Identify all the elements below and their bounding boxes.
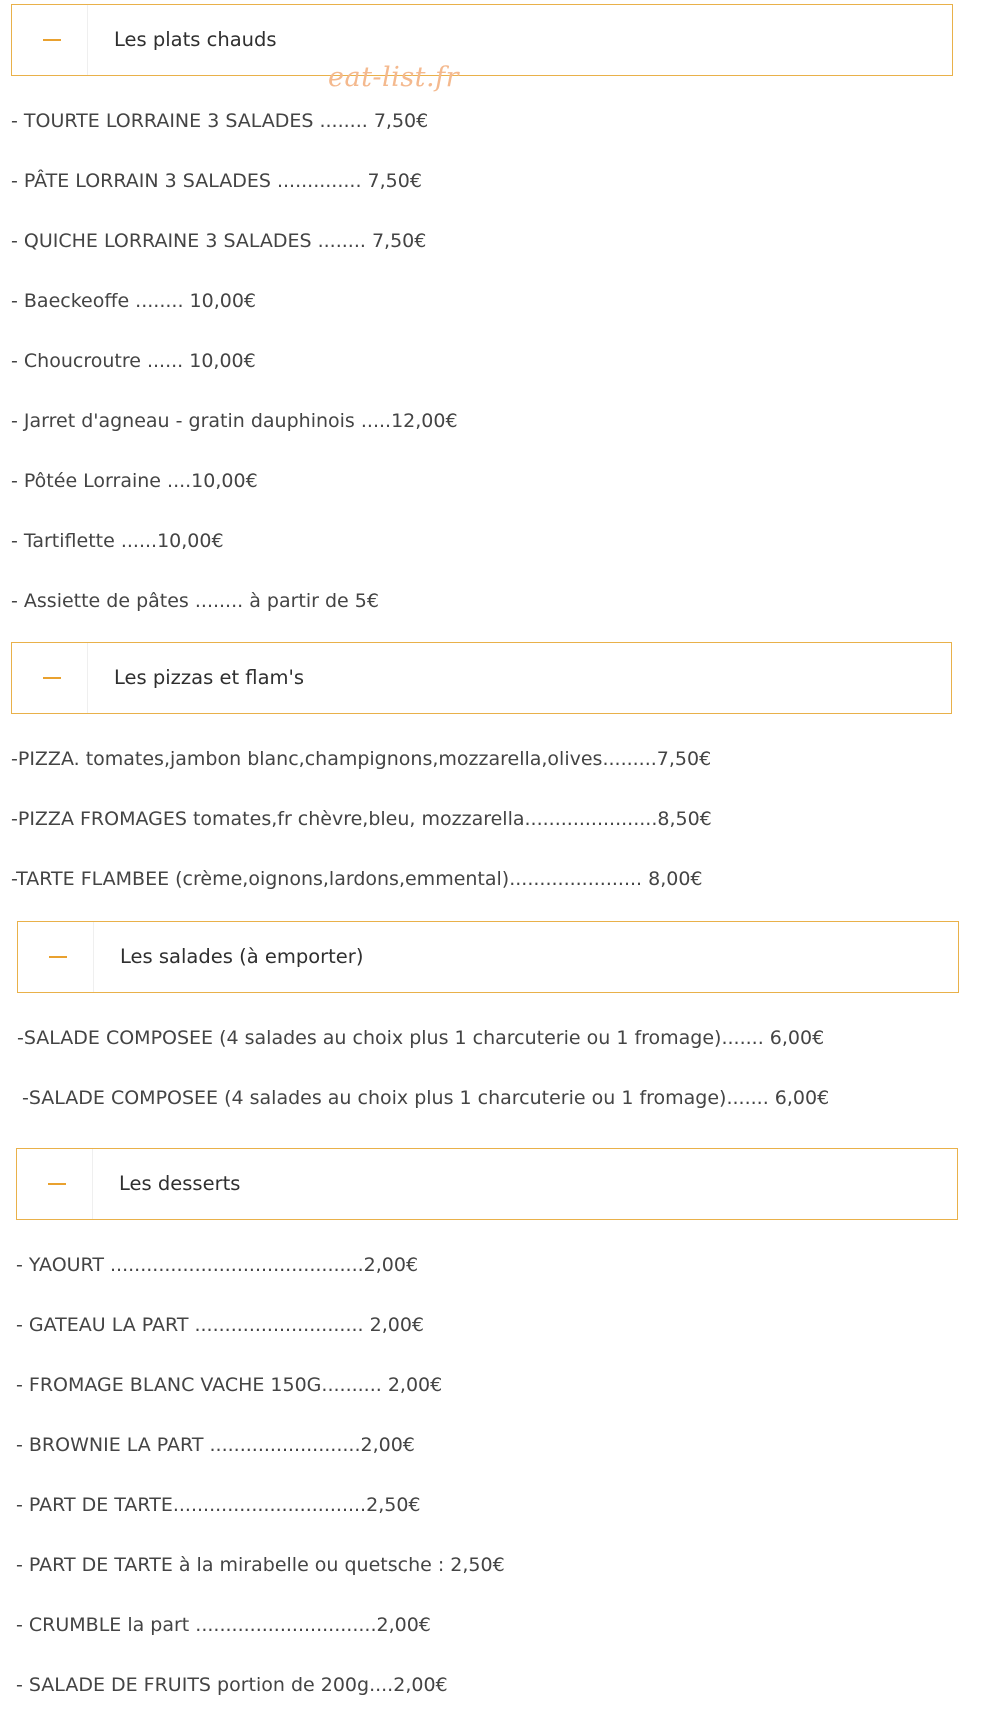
menu-item: - Pôtée Lorraine ....10,00€ xyxy=(11,470,258,492)
watermark-text: eat-list.fr xyxy=(328,62,460,93)
menu-item: - CRUMBLE la part ..............................2,00€ xyxy=(16,1614,431,1636)
menu-item: -PIZZA. tomates,jambon blanc,champignons,mozzarella,olives.........7,50€ xyxy=(11,748,712,770)
menu-item: -PIZZA FROMAGES tomates,fr chèvre,bleu, mozzarella......................8,50€ xyxy=(11,808,712,830)
section-title: Les plats chauds xyxy=(114,28,277,51)
menu-item: -SALADE COMPOSEE (4 salades au choix plus 1 charcuterie ou 1 fromage)....... 6,00€ xyxy=(17,1027,825,1049)
menu-item: - SALADE DE FRUITS portion de 200g....2,00€ xyxy=(16,1674,448,1696)
menu-item: - PART DE TARTE à la mirabelle ou quetsche : 2,50€ xyxy=(16,1554,505,1576)
collapse-toggle[interactable] xyxy=(12,643,88,713)
collapse-toggle[interactable] xyxy=(18,922,94,992)
menu-item: - YAOURT ..........................................2,00€ xyxy=(16,1254,419,1276)
menu-item: - QUICHE LORRAINE 3 SALADES ........ 7,50€ xyxy=(11,230,427,252)
menu-item: - Assiette de pâtes ........ à partir de 5€ xyxy=(11,590,379,612)
menu-item: - TOURTE LORRAINE 3 SALADES ........ 7,50€ xyxy=(11,110,429,132)
accordion-header-salades[interactable] xyxy=(17,921,959,993)
menu-item: - GATEAU LA PART ............................ 2,00€ xyxy=(16,1314,424,1336)
menu-item: - PART DE TARTE................................2,50€ xyxy=(16,1494,421,1516)
menu-item: - Choucroutre ...... 10,00€ xyxy=(11,350,256,372)
minus-icon xyxy=(49,956,67,958)
accordion-header-plats-chauds[interactable] xyxy=(11,4,953,76)
menu-item: -SALADE COMPOSEE (4 salades au choix plus 1 charcuterie ou 1 fromage)....... 6,00€ xyxy=(22,1087,830,1109)
menu-item: - Jarret d'agneau - gratin dauphinois .....12,00€ xyxy=(11,410,458,432)
menu-item: - Tartiflette ......10,00€ xyxy=(11,530,224,552)
menu-item: - PÂTE LORRAIN 3 SALADES .............. 7,50€ xyxy=(11,170,422,192)
accordion-header-desserts[interactable] xyxy=(16,1148,958,1220)
menu-item: - Baeckeoffe ........ 10,00€ xyxy=(11,290,257,312)
collapse-toggle[interactable] xyxy=(12,5,88,75)
menu-item: - BROWNIE LA PART .........................2,00€ xyxy=(16,1434,415,1456)
minus-icon xyxy=(48,1183,66,1185)
minus-icon xyxy=(43,677,61,679)
menu-item: -TARTE FLAMBEE (crème,oignons,lardons,emmental)...................... 8,00€ xyxy=(11,868,703,890)
section-title: Les pizzas et flam's xyxy=(114,666,305,689)
collapse-toggle[interactable] xyxy=(17,1149,93,1219)
section-title: Les desserts xyxy=(119,1172,241,1195)
accordion-header-pizzas[interactable] xyxy=(11,642,952,714)
menu-item: - FROMAGE BLANC VACHE 150G.......... 2,00€ xyxy=(16,1374,443,1396)
minus-icon xyxy=(43,39,61,41)
section-title: Les salades (à emporter) xyxy=(120,945,364,968)
